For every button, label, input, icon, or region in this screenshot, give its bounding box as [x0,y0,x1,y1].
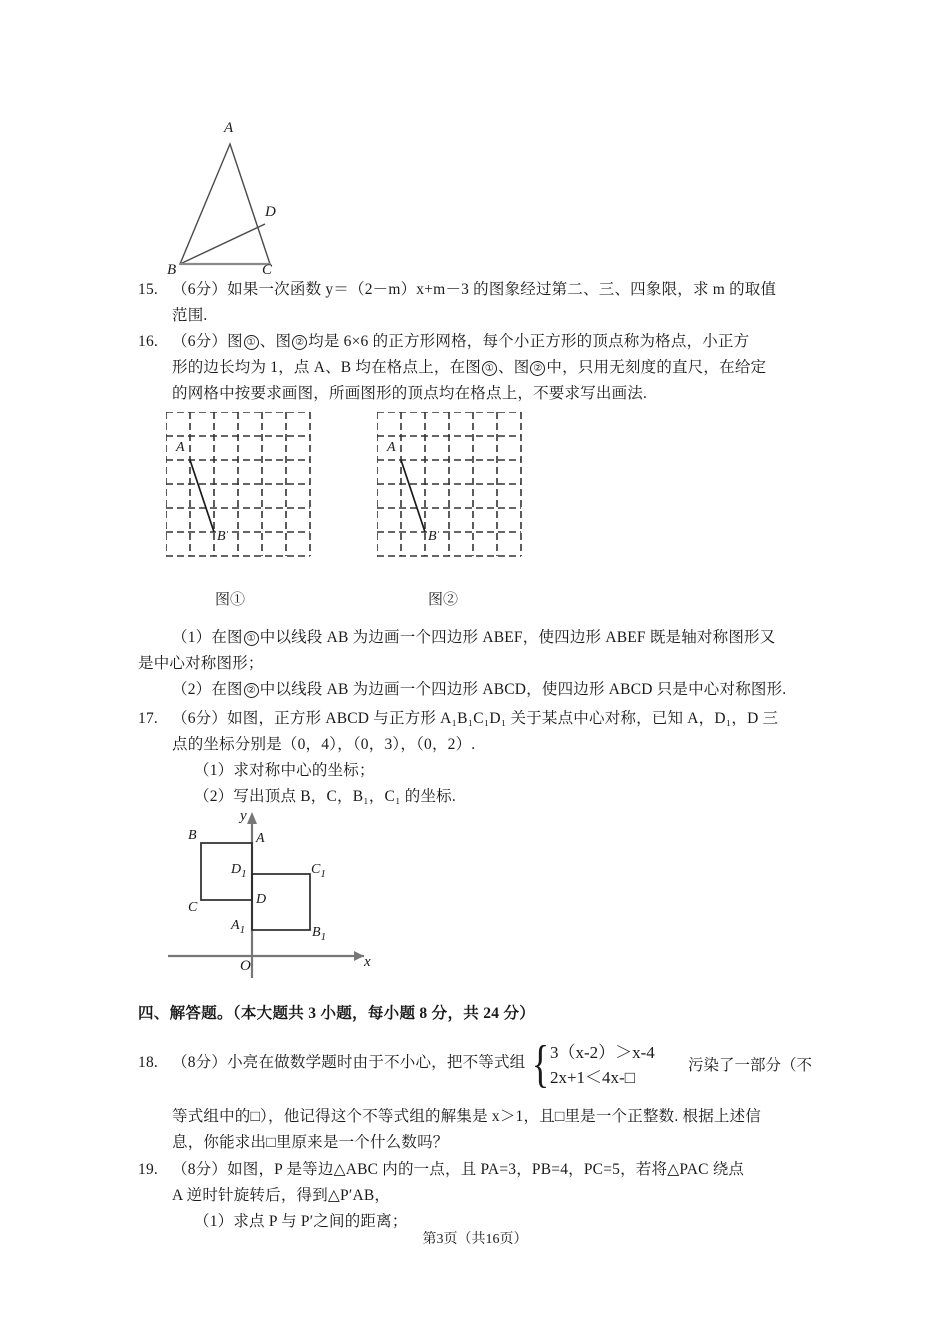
section-4-heading: 四、解答题。（本大题共 3 小题，每小题 8 分，共 24 分） [138,1005,536,1022]
question-16 [138,329,820,407]
left-brace-icon: { [531,1036,550,1093]
question-17-sub2: （2）写出顶点 B，C，B₁，C₁ 的坐标. [194,788,456,805]
grid2-caption: 图② [428,592,459,608]
question-19 [138,1157,828,1235]
question-19-line1: 如图，P 是等边△ABC 内的一点，且 PA=3，PB=4，PC=5，若将△PAC 绕点 [227,1161,745,1178]
coordinate-figure [168,806,383,981]
question-16-sub1-c: 是中心对称图形； [138,655,264,672]
question-16-line2-a: 形的边长均为 1，点 A、B 均在格点上，在图 [172,359,482,376]
circled-one-icon: ① [244,631,259,646]
question-17-score: （6分） [172,710,228,727]
question-18-number: 18. [138,1054,158,1071]
triangle-label-b: B [167,262,177,278]
question-15-number: 15. [138,281,158,298]
question-16-line3: 的网格中按要求画图，所画图形的顶点均在格点上，不要求写出画法. [172,385,648,402]
question-19-sub1: （1）求点 P 与 P′之间的距离； [194,1213,408,1230]
triangle-label-a: A [224,120,234,136]
question-17-line1: 如图，正方形 ABCD 与正方形 A₁B₁C₁D₁ 关于某点中心对称，已知 A，D₁，D 三 [227,710,779,727]
question-16-sub1-a: （1）在图 [172,629,243,646]
question-16-line2-b: 、图 [498,359,530,376]
question-15-score: （6分） [172,281,228,298]
coord-label-b1: $B_1$ [312,925,327,943]
circled-one-icon: ① [244,335,259,350]
coord-label-b: B [188,828,197,843]
coord-label-a: A [256,831,265,846]
grid1-caption: 图① [215,592,246,608]
grid-figure-1 [166,412,316,562]
grid-figure-2 [377,412,527,562]
question-15-line2: 范围. [172,307,208,324]
question-16-sub2 [172,677,832,703]
axis-label-y: y [240,808,247,824]
question-15-line1: 如果一次函数 y＝（2－m）x+m－3 的图象经过第二、三、四象限，求 m 的取值 [227,281,777,298]
page-footer: 第3页（共16页） [422,1232,528,1247]
inequality-line-2: 2x+1＜4x-□ [549,1068,635,1087]
question-17-number: 17. [138,710,158,727]
question-18-score: （8分） [172,1054,228,1071]
question-15 [138,277,818,329]
question-16-text-b: 、图 [259,333,292,350]
grid1-label-a: A [176,440,185,455]
question-18-line3: 息，你能求出□里原来是一个什么数吗？ [172,1134,449,1151]
question-16-sub1-b: 中以线段 AB 为边画一个四边形 ABEF，使四边形 ABEF 既是轴对称图形又 [259,629,776,646]
question-16-score: （6分） [172,333,228,350]
question-16-number: 16. [138,333,158,350]
question-19-line2: A 逆时针旋转后，得到△P′AB， [172,1187,391,1204]
axis-label-x: x [364,954,371,970]
coord-label-d: D [256,892,267,907]
circled-two-icon: ② [292,335,307,350]
coord-label-d1: $D_1$ [231,862,247,880]
question-18-after: 污染了一部分（不 [688,1057,813,1074]
inequality-system [528,1036,655,1093]
question-18-lead: 小亮在做数学题时由于不小心，把不等式组 [227,1054,526,1071]
grid1-label-b: B [217,529,226,544]
question-16-sub1 [138,625,820,677]
circled-two-icon: ② [530,361,545,376]
triangle-figure [165,112,325,284]
question-19-number: 19. [138,1161,158,1178]
question-19-score: （8分） [172,1161,228,1178]
triangle-label-d: D [265,204,276,220]
question-17 [138,706,823,810]
question-16-sub2-b: 中以线段 AB 为边画一个四边形 ABCD，使四边形 ABCD 只是中心对称图形. [259,681,787,698]
circled-one-icon: ① [482,361,497,376]
grid2-label-b: B [428,529,437,544]
question-18-tail [172,1104,820,1156]
grid2-label-a: A [387,440,396,455]
coord-label-a1: $A_1$ [231,918,246,936]
question-16-text-a: 图 [227,333,243,350]
question-17-line2: 点的坐标分别是（0，4），（0，3），（0，2）. [172,736,476,753]
circled-two-icon: ② [244,683,259,698]
origin-label: O [240,958,251,974]
question-17-sub1: （1）求对称中心的坐标； [194,762,375,779]
coord-label-c: C [188,900,198,915]
question-16-line2-c: 中，只用无刻度的直尺，在给定 [546,359,767,376]
question-16-sub2-a: （2）在图 [172,681,243,698]
question-18-line2: 等式组中的□），他记得这个不等式组的解集是 x＞1，且□里是一个正整数. 根据上述信 [172,1108,762,1125]
question-16-text-c: 均是 6×6 的正方形网格，每个小正方形的顶点称为格点，小正方 [308,333,750,350]
inequality-line-1: 3（x-2）＞x-4 [549,1043,655,1062]
coord-label-c1: $C_1$ [311,862,326,880]
triangle-label-c: C [262,262,273,278]
